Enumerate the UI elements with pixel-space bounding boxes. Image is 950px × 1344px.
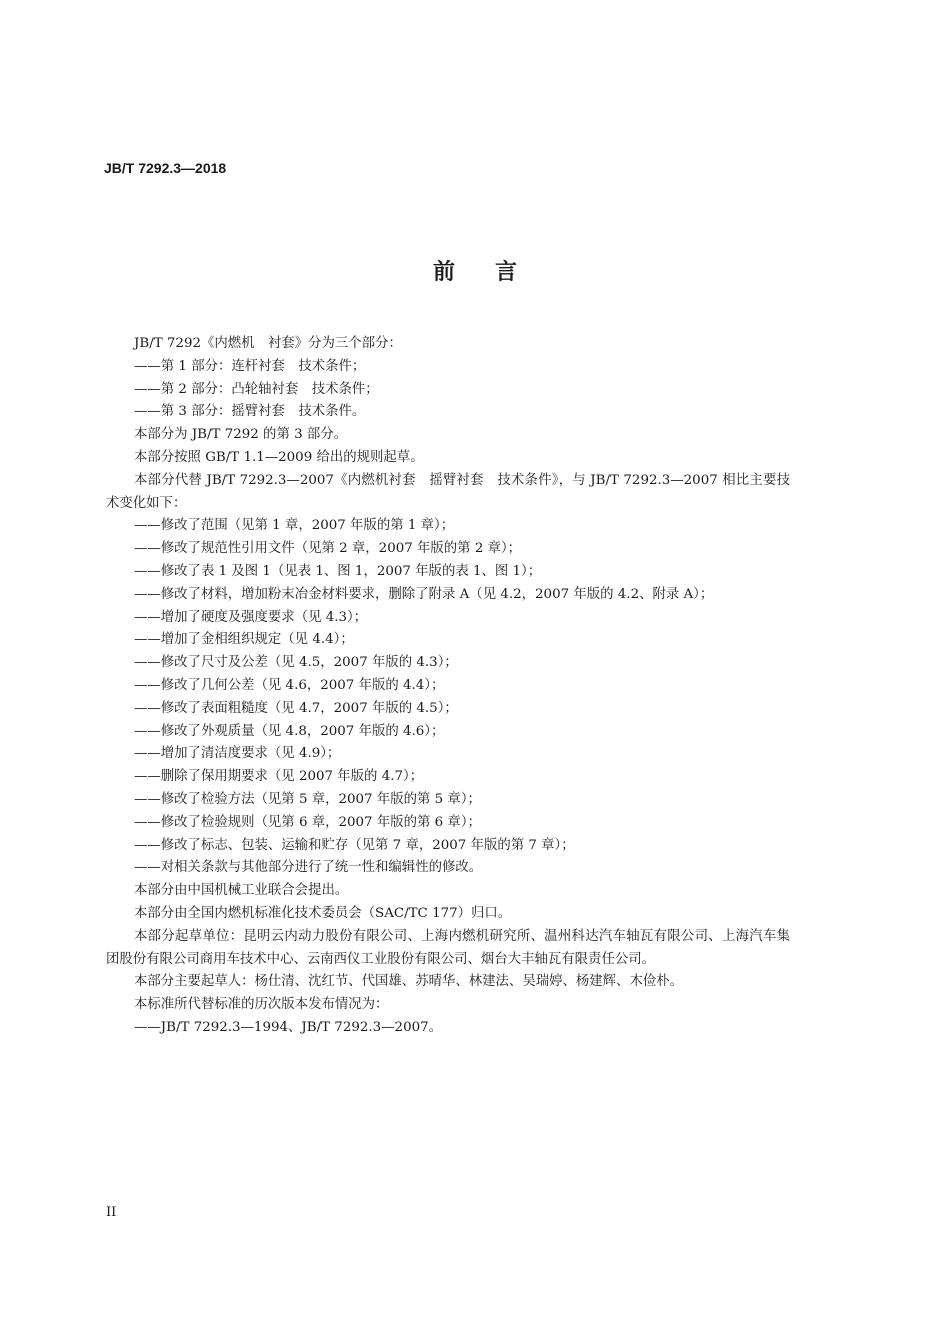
paragraph: 本部分代替 JB/T 7292.3—2007《内燃机衬套 摇臂衬套 技术条件》，与 JB/T 7292.3—2007 相比主要技术变化如下： — [106, 472, 790, 511]
list-item: ——修改了几何公差（见 4.6，2007 年版的 4.4）； — [134, 677, 445, 693]
page-number: II — [106, 1205, 117, 1220]
list-item: ——修改了表面粗糙度（见 4.7，2007 年版的 4.5）； — [134, 700, 458, 716]
list-item: ——第 1 部分：连杆衬套 技术条件； — [134, 358, 366, 374]
list-item: ——修改了检验规则（见第 6 章，2007 年版的第 6 章）； — [134, 814, 481, 830]
paragraph: 本部分由全国内燃机标准化技术委员会（SAC/TC 177）归口。 — [134, 905, 512, 921]
document-body — [106, 333, 790, 1040]
page-title: 前言 — [432, 260, 557, 285]
list-item: ——第 3 部分：摇臂衬套 技术条件。 — [134, 404, 366, 420]
paragraph: 本部分起草单位：昆明云内动力股份有限公司、上海内燃机研究所、温州科达汽车轴瓦有限公司、上海汽车集团股份有限公司商用车技术中心、云南西仪工业股份有限公司、烟台大丰轴瓦有限责任公司。 — [106, 928, 790, 967]
list-item: ——第 2 部分：凸轮轴衬套 技术条件； — [134, 381, 379, 397]
list-item: ——修改了标志、包装、运输和贮存（见第 7 章，2007 年版的第 7 章）； — [134, 837, 575, 853]
paragraph: JB/T 7292《内燃机 衬套》分为三个部分： — [134, 336, 402, 351]
list-item: ——对相关条款与其他部分进行了统一性和编辑性的修改。 — [134, 860, 483, 876]
list-item: ——修改了材料，增加粉末冶金材料要求，删除了附录 A（见 4.2，2007 年版的 4.2、附录 A）； — [134, 586, 714, 602]
paragraph: 本标准所代替标准的历次版本发布情况为： — [134, 997, 389, 1013]
list-item: ——增加了清洁度要求（见 4.9）； — [134, 746, 341, 762]
list-item: ——修改了范围（见第 1 章，2007 年版的第 1 章）； — [134, 518, 455, 534]
standard-number: JB/T 7292.3—2018 — [104, 160, 227, 176]
paragraph: 本部分为 JB/T 7292 的第 3 部分。 — [134, 427, 348, 443]
paragraph: 本部分主要起草人：杨仕清、沈红节、代国雄、苏晴华、林建法、吴瑞婷、杨建辉、木俭朴。 — [134, 974, 684, 990]
list-item: ——增加了金相组织规定（见 4.4）； — [134, 632, 354, 648]
paragraph: 本部分按照 GB/T 1.1—2009 给出的规则起草。 — [134, 449, 424, 465]
list-item: ——修改了规范性引用文件（见第 2 章，2007 年版的第 2 章）； — [134, 541, 522, 557]
list-item: ——修改了尺寸及公差（见 4.5，2007 年版的 4.3）； — [134, 655, 458, 671]
list-item: ——增加了硬度及强度要求（见 4.3）； — [134, 609, 368, 625]
paragraph: 本部分由中国机械工业联合会提出。 — [134, 883, 349, 899]
list-item: ——删除了保用期要求（见 2007 年版的 4.7）； — [134, 769, 424, 785]
list-item: ——修改了检验方法（见第 5 章，2007 年版的第 5 章）； — [134, 791, 481, 807]
list-item: ——JB/T 7292.3—1994、JB/T 7292.3—2007。 — [134, 1019, 443, 1035]
list-item: ——修改了表 1 及图 1（见表 1、图 1，2007 年版的表 1、图 1）； — [134, 563, 542, 579]
list-item: ——修改了外观质量（见 4.8，2007 年版的 4.6）； — [134, 723, 445, 739]
